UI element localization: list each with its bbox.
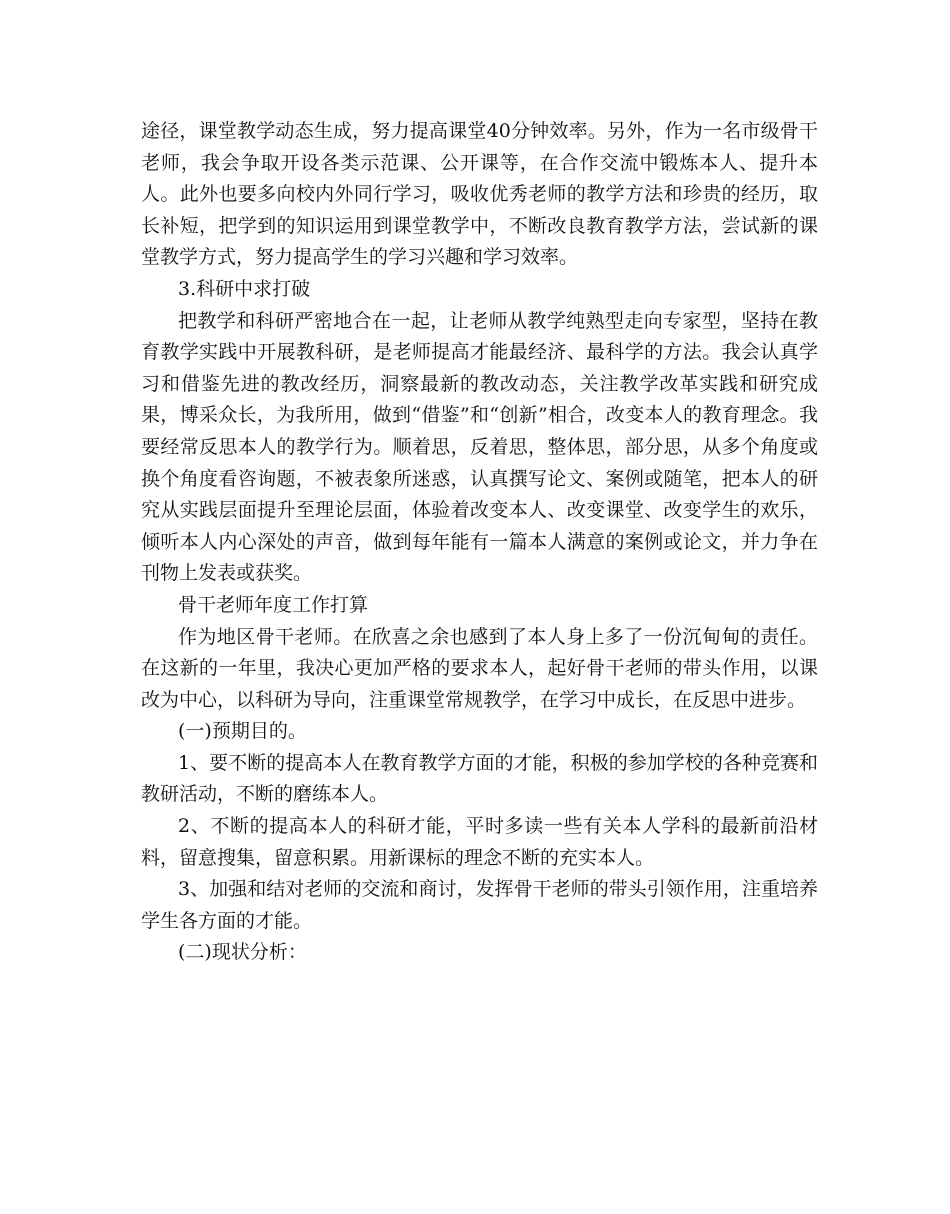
section-heading: 骨干老师年度工作打算	[178, 593, 369, 616]
body-paragraph: 2、不断的提高本人的科研才能，平时多读一些有关本人学科的最新前沿材料，留意搜集，留意积累。用新课标的理念不断的充实本人。	[141, 815, 818, 869]
body-paragraph: 3、加强和结对老师的交流和商讨，发挥骨干老师的带头引领作用，注重培养学生各方面的才能。	[141, 878, 818, 932]
section-heading: 3.科研中求打破	[178, 277, 311, 300]
body-paragraph: 途径，课堂教学动态生成，努力提高课堂40分钟效率。另外，作为一名市级骨干老师，我会争取开设各类示范课、公开课等，在合作交流中锻炼本人、提升本人。此外也要多向校内外同行学习，吸收优秀老师的教学方法和珍贵的经历，取长补短，把学到的知识运用到课堂教学中，不断改良教育教学方法，尝试新的课堂教学方式，努力提高学生的学习兴趣和学习效率。	[141, 120, 818, 269]
body-paragraph: 作为地区骨干老师。在欣喜之余也感到了本人身上多了一份沉甸甸的责任。在这新的一年里，我决心更加严格的要求本人，起好骨干老师的带头作用，以课改为中心，以科研为导向，注重课堂常规教学，在学习中成长，在反思中进步。	[141, 625, 818, 711]
section-heading: (二)现状分析：	[178, 941, 307, 964]
body-paragraph: 1、要不断的提高本人在教育教学方面的才能，积极的参加学校的各种竞赛和教研活动，不断的磨练本人。	[141, 751, 818, 806]
section-heading: (一)预期目的。	[178, 720, 307, 743]
body-paragraph: 把教学和科研严密地合在一起，让老师从教学纯熟型走向专家型，坚持在教育教学实践中开展教科研，是老师提高才能最经济、最科学的方法。我会认真学习和借鉴先进的教改经历，洞察最新的教改动态，关注教学改革实践和研究成果，博采众长，为我所用，做到“借鉴”和“创新”相合，改变本人的教育理念。我要经常反思本人的教学行为。顺着思，反着思，整体思，部分思，从多个角度或换个角度看咨询题，不被表象所迷惑，认真撰写论文、案例或随笔，把本人的研究从实践层面提升至理论层面，体验着改变本人、改变课堂、改变学生的欢乐，倾听本人内心深处的声音，做到每年能有一篇本人满意的案例或论文，并力争在刊物上发表或获奖。	[141, 309, 818, 585]
